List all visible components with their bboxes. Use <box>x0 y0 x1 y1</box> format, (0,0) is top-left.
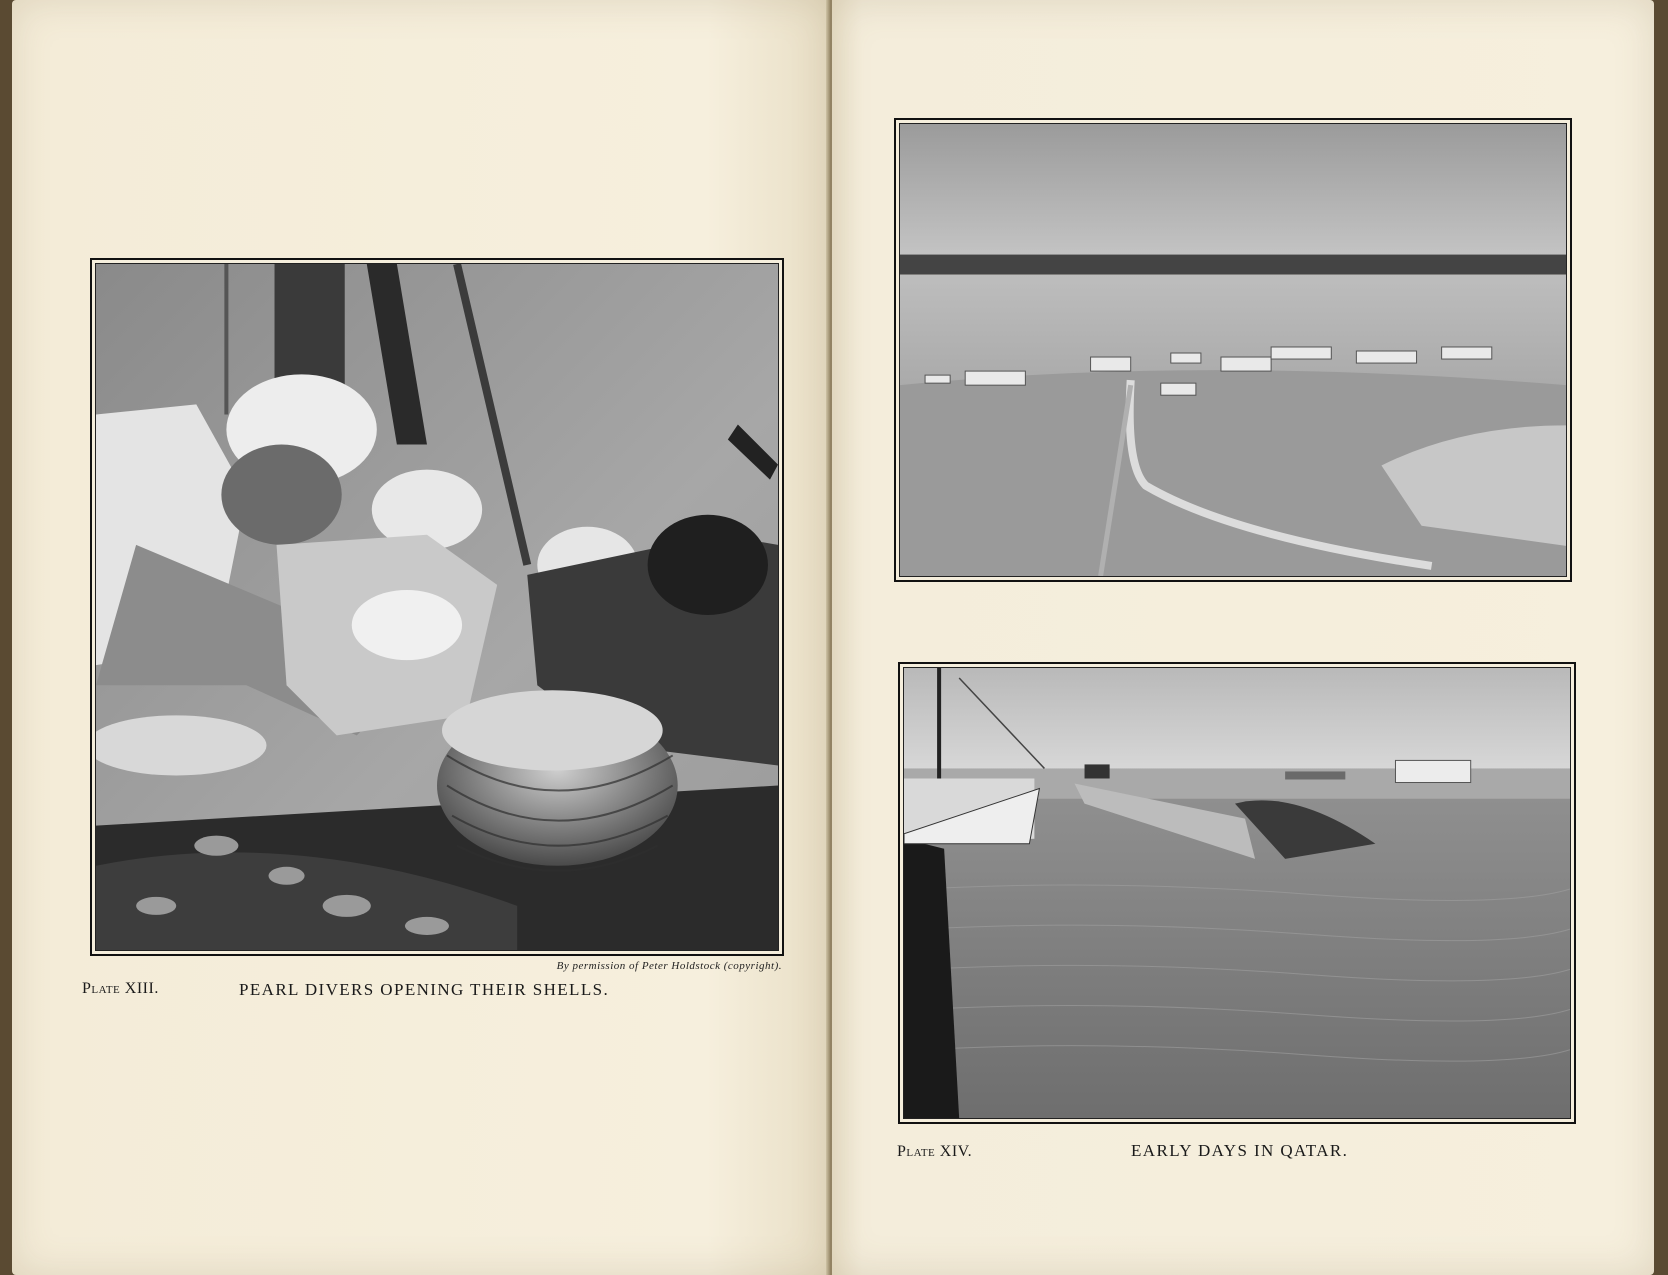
plate-xiv-caption: EARLY DAYS IN QATAR. <box>1131 1141 1349 1160</box>
aerial-settlement-photo <box>900 124 1566 576</box>
plate-xiv-bottom-photo <box>898 662 1576 1124</box>
plate-xiii-caption: PEARL DIVERS OPENING THEIR SHELLS. <box>239 980 610 999</box>
plate-xiv-label: Plate XIV. <box>897 1143 973 1160</box>
plate-xiii-label: Plate XIII. <box>82 980 159 997</box>
left-page <box>12 0 830 1275</box>
plate-xiii-photo <box>90 258 784 956</box>
right-page <box>832 0 1654 1275</box>
plate-xiv-top-photo <box>894 118 1572 582</box>
photo-credit: By permission of Peter Holdstock (copyright). <box>556 960 782 972</box>
pearl-divers-photo <box>96 264 778 950</box>
harbour-jetty-photo <box>904 668 1570 1118</box>
